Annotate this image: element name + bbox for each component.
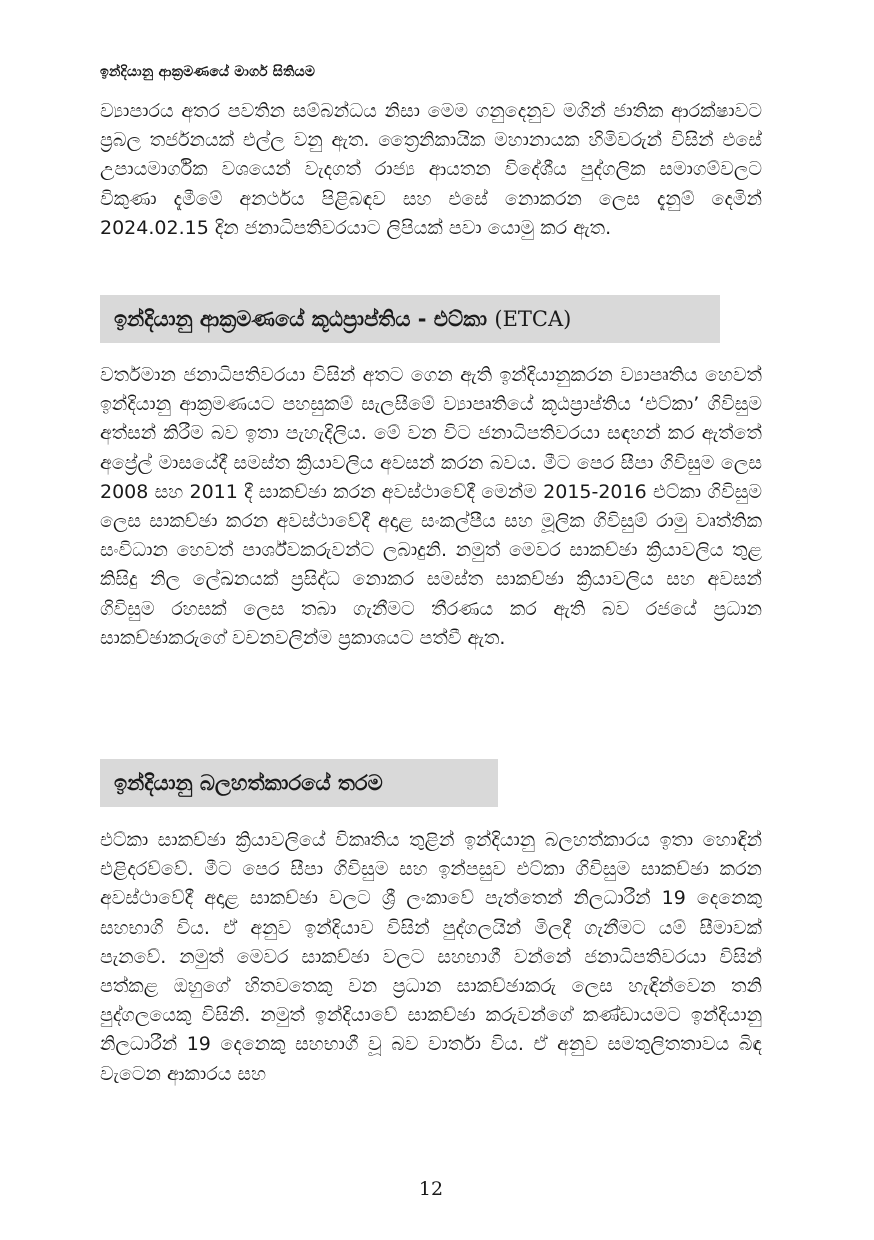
paragraph-intro: ව්‍යාපාරය අතර පවතින සම්බන්ධය නිසා මෙම ගනුදෙනුව මගින් ජාතික ආරක්ෂාවට ප්‍රබල තර්ජනයක් එල්ල වනු ඇත. ත්‍රෛනිකායික මහානායක හිමිවරුන් විසින් එසේ උපායමාර්ගික වශයෙන් වැදගත් රාජ්‍ය ආයතන විදේශීය පුද්ගලික සමාගම්වලට විකුණා දැමීමේ අනර්ථය පිළිබඳව සහ එසේ නොකරන ලෙස දැනුම් දෙමින් 2024.02.15 දින ජනාධිපතිවරයාට ලිපියක් පවා යොමු කර ඇත. xyxy=(100,100,762,239)
page-number: 12 xyxy=(418,1178,444,1200)
section-heading-etca-text: ඉන්දියානු ආක්‍රමණයේ කූඨප්‍රාප්තිය - එට්කා xyxy=(114,307,488,331)
paragraph-force: එට්කා සාකච්ඡා ක්‍රියාවලියේ විකෘතිය තුළින් ඉන්දියානු බලහත්කාරය ඉතා හොඳින් එළිදරව්වේ. මීට පෙර සීපා ගිවිසුම සහ ඉන්පසුව එට්කා ගිවිසුම සාකච්ඡා කරන අවස්ථාවේදී අදාළ සාකච්ඡා වලට ශ්‍රී ලංකාවේ පැත්තෙන් නිලධාරීන් 19 දෙනෙකු සහභාගි විය. ඒ අනුව ඉන්දියාව විසින් පුද්ගලයින් මිලදී ගැනීමට යම් සීමාවක් පැනවේ. නමුත් මෙවර සාකච්ඡා වලට සහභාගී වන්නේ ජනාධිපතිවරයා විසින් පත්කළ ඔහුගේ හිතවතෙකු වන ප්‍රධාන සාකච්ඡාකරු ලෙස හැඳින්වෙන තනි පුද්ගලයෙකු විසිනි. නමුත් ඉන්දියාවේ සාකච්ඡා කරුවන්ගේ කණ්ඩායමට ඉන්දියානු නිලධාරීන් 19 දෙනෙකු සහභාගී වූ බව වාර්තා විය. ඒ අනුව සමතුලිතතාවය බිඳ වැටෙන ආකාරය සහ xyxy=(100,829,762,1085)
section-heading-force: ඉන්දියානු බලහත්කාරයේ තරම xyxy=(100,759,498,807)
section-heading-etca xyxy=(100,295,720,343)
paragraph-etca: වර්තමාන ජනාධිපතිවරයා විසින් අතට ගෙන ඇති ඉන්දියානුකරන ව්‍යාපෘතිය හෙවත් ඉන්දියානු ආක්‍රමණයට පහසුකම් සැලසීමේ ව්‍යාපෘතියේ කූඨප්‍රාප්තිය ‘එට්කා’ ගිවිසුම අත්සන් කිරීම බව ඉතා පැහැදිලිය. මේ වන විට ජනාධිපතිවරයා සඳහන් කර ඇත්තේ අප්‍රේල් මාසයේදී සමස්ත ක්‍රියාවලිය අවසන් කරන බවය. මීට පෙර සීපා ගිවිසුම ලෙස 2008 සහ 2011 දී සාකච්ඡා කරන අවස්ථාවේදී මෙන්ම 2015-2016 එට්කා ගිවිසුම ලෙස සාකච්ඡා කරන අවස්ථාවේදී අදාළ සංකල්පීය සහ මූලික ගිවිසුම් රාමු වෘත්තික සංවිධාන හෙවත් පාර්ශ්වකරුවන්ට ලබාදුනි. නමුත් මෙවර සාකච්ඡා ක්‍රියාවලිය තුළ කිසිදු නිල ලේඛනයක් ප්‍රසිද්ධ නොකර සමස්ත සාකච්ඡා ක්‍රියාවලිය සහ අවසන් ගිවිසුම රහසක් ලෙස තබා ගැනීමට තීරණය කර ඇති බව රජයේ ප්‍රධාන සාකච්ඡාකරුගේ වචනවලින්ම ප්‍රකාශයට පත්වී ඇත. xyxy=(100,364,762,649)
section-heading-etca-abbr: (ETCA) xyxy=(494,307,572,331)
running-header: ඉන්දියානු ආක්‍රමණයේ මාර්ග සිතියම xyxy=(100,64,316,80)
